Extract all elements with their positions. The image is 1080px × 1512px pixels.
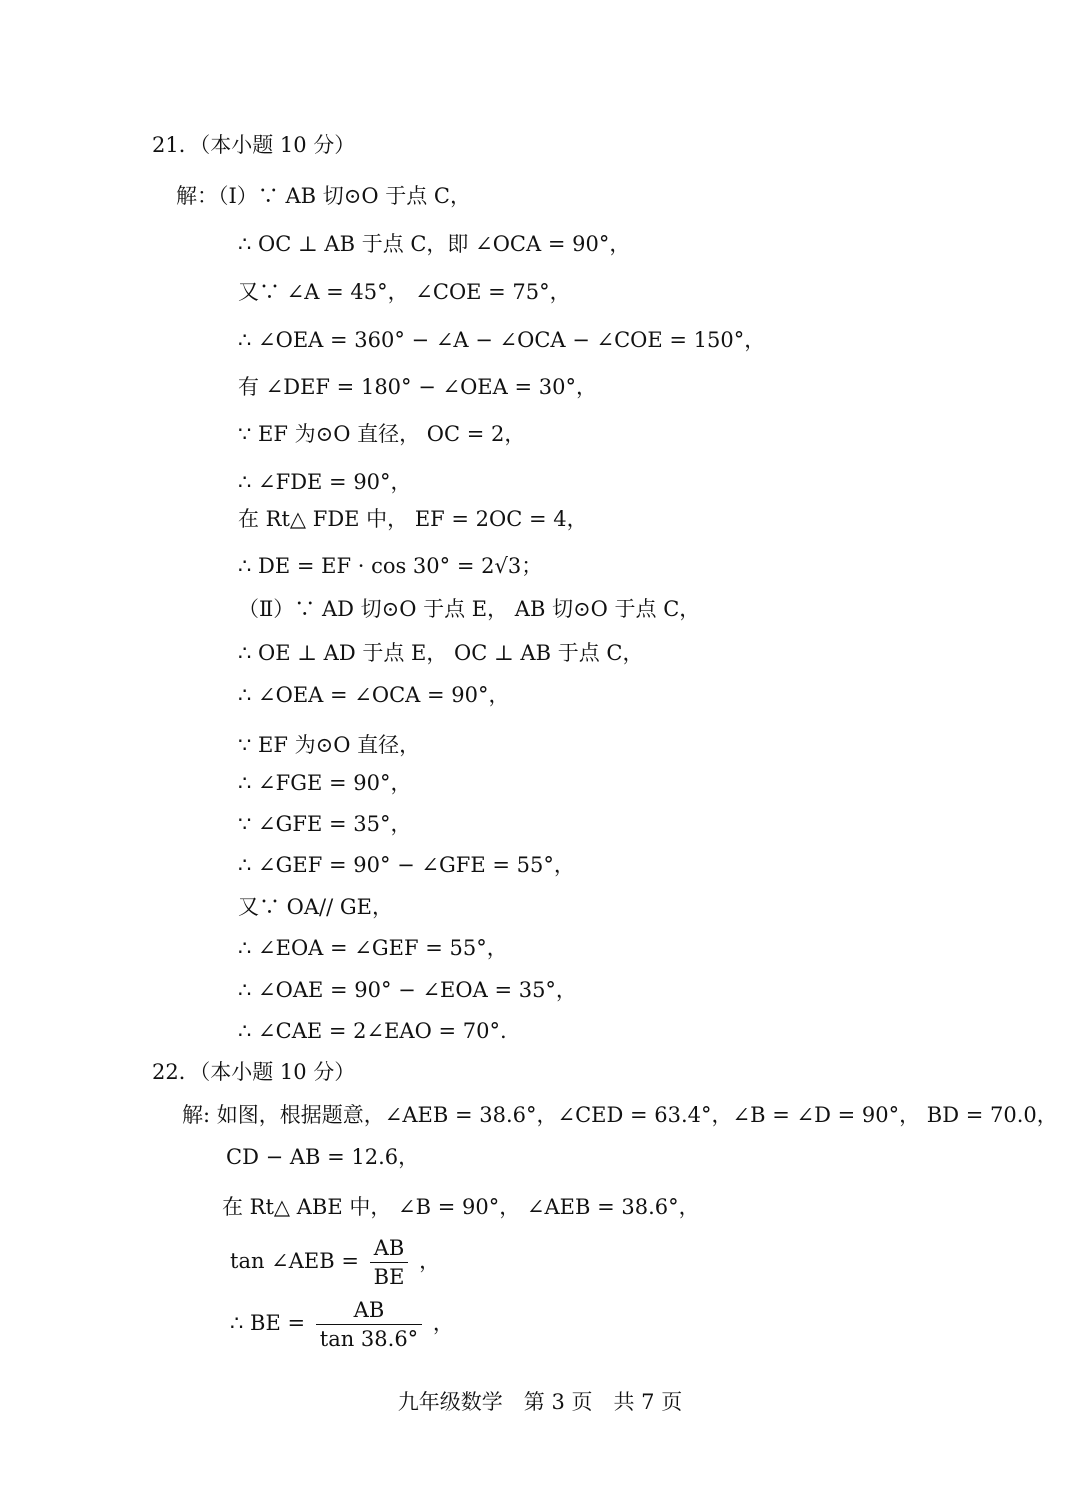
tan-suffix: ， [419, 1249, 441, 1273]
question-22-header: 22．（本小题 10 分） [152, 1060, 356, 1084]
q21-line: ∴ ∠FDE = 90°， [238, 470, 412, 494]
q21-line: ∴ ∠FGE = 90°， [238, 771, 412, 795]
be-equation [230, 1296, 454, 1353]
q21-line: ∴ ∠OEA = 360° − ∠A − ∠OCA − ∠COE = 150°， [238, 328, 766, 352]
q22-line: CD − AB = 12.6， [226, 1145, 420, 1169]
q21-line: 又∵ ∠A = 45°， ∠COE = 75°， [238, 280, 571, 304]
be-suffix: ， [432, 1311, 454, 1335]
be-prefix: ∴ BE = [230, 1311, 306, 1335]
q21-line: 又∵ OA// GE， [238, 895, 393, 919]
q21-line: ∵ EF 为⊙O 直径， [238, 733, 421, 757]
q21-line: ∴ ∠GEF = 90° − ∠GFE = 55°， [238, 853, 575, 877]
q21-line: 解：（Ⅰ）∵ AB 切⊙O 于点 C， [176, 184, 471, 208]
be-fraction [316, 1296, 422, 1353]
tan-prefix: tan ∠AEB = [230, 1249, 359, 1273]
q21-line: ∴ OE ⊥ AD 于点 E， OC ⊥ AB 于点 C， [238, 641, 644, 665]
q21-line: 在 Rt△ FDE 中， EF = 2OC = 4， [238, 507, 588, 531]
q21-line: ∴ ∠CAE = 2∠EAO = 70°. [238, 1019, 507, 1043]
q21-line: 有 ∠DEF = 180° − ∠OEA = 30°， [238, 375, 597, 399]
q21-line: ∴ ∠OEA = ∠OCA = 90°， [238, 683, 510, 707]
tan-fraction [370, 1234, 409, 1291]
be-denominator: tan 38.6° [319, 1327, 419, 1351]
q21-line: ∴ DE = EF · cos 30° = 2√3； [238, 554, 543, 578]
tan-numerator: AB [370, 1234, 409, 1263]
q21-line: ∵ EF 为⊙O 直径， OC = 2， [238, 422, 526, 446]
q22-line: 解: 如图，根据题意，∠AEB = 38.6°，∠CED = 63.4°，∠B = ∠D = 90°， BD = 70.0， [182, 1103, 1058, 1127]
tan-denominator: BE [373, 1265, 405, 1289]
q21-line: ∵ ∠GFE = 35°， [238, 812, 412, 836]
page-footer: 九年级数学 第 3 页 共 7 页 [397, 1390, 683, 1414]
q21-line: ∴ ∠EOA = ∠GEF = 55°， [238, 936, 508, 960]
q21-line: （Ⅱ）∵ AD 切⊙O 于点 E， AB 切⊙O 于点 C， [238, 597, 701, 621]
tan-equation [230, 1234, 440, 1291]
question-21-header: 21．（本小题 10 分） [152, 133, 356, 157]
be-numerator: AB [316, 1296, 422, 1325]
q21-line: ∴ ∠OAE = 90° − ∠EOA = 35°， [238, 978, 577, 1002]
q22-line: 在 Rt△ ABE 中， ∠B = 90°， ∠AEB = 38.6°， [222, 1195, 700, 1219]
q21-line: ∴ OC ⊥ AB 于点 C，即 ∠OCA = 90°， [238, 232, 631, 256]
